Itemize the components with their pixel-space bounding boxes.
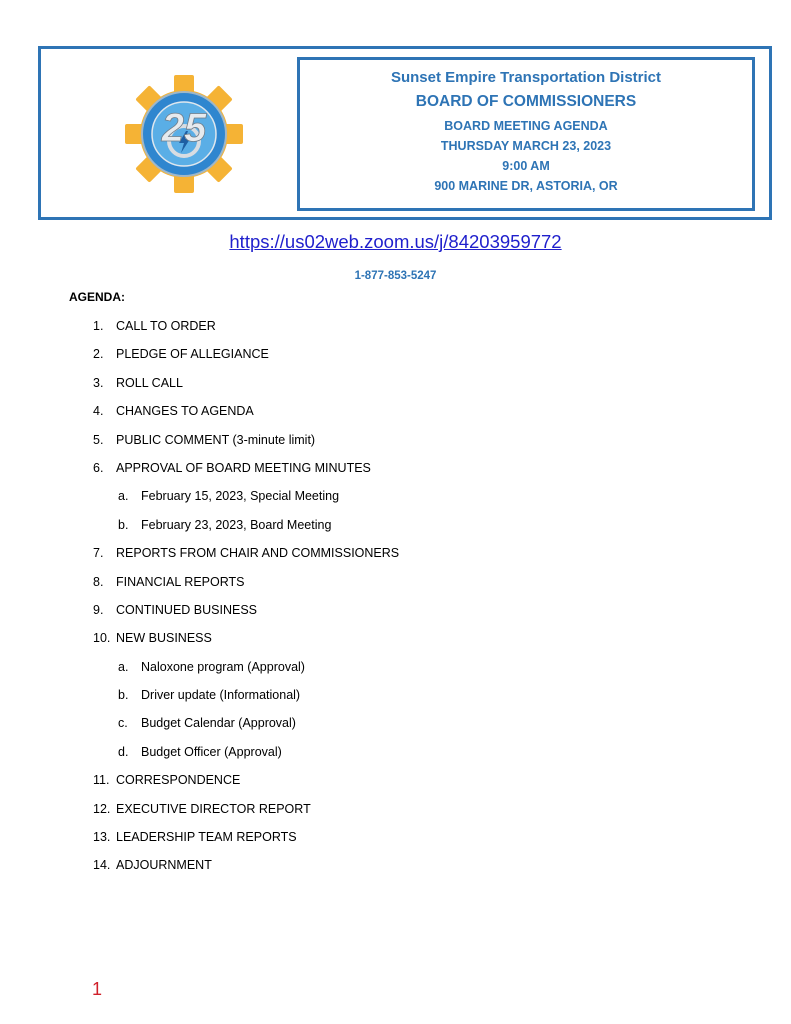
agenda-item — [0, 823, 791, 851]
agenda-item-number: 3. — [93, 375, 104, 390]
agenda-item-number: 4. — [93, 404, 104, 419]
agenda-subitem — [0, 511, 791, 539]
agenda-item-text: REPORTS FROM CHAIR AND COMMISSIONERS — [116, 546, 400, 561]
agenda-item-number: 7. — [93, 546, 104, 561]
agenda-item-text: Driver update (Informational) — [141, 688, 301, 703]
agenda-subitem — [0, 653, 791, 681]
agenda-item-number: 10. — [93, 631, 111, 646]
agenda-item-number: c. — [118, 716, 128, 731]
dial-in-phone: 1-877-853-5247 — [354, 270, 437, 282]
agenda-item — [0, 851, 791, 879]
agenda-item-text: FINANCIAL REPORTS — [116, 574, 245, 589]
agenda-item-text: February 23, 2023, Board Meeting — [141, 517, 332, 532]
agenda-item-number: 9. — [93, 602, 104, 617]
agenda-item-number: 12. — [93, 801, 111, 816]
agenda-item-text: PUBLIC COMMENT (3-minute limit) — [116, 432, 316, 447]
agenda-item-number: 8. — [93, 574, 104, 589]
agenda-item — [0, 426, 791, 454]
agenda-item-text: CHANGES TO AGENDA — [116, 404, 254, 419]
agenda-item-number: d. — [118, 744, 129, 759]
agenda-item-text: February 15, 2023, Special Meeting — [141, 489, 340, 504]
agenda-list — [0, 312, 791, 880]
agenda-item-text: APPROVAL OF BOARD MEETING MINUTES — [116, 460, 371, 475]
agenda-item — [0, 539, 791, 567]
agenda-item — [0, 397, 791, 425]
agenda-item — [0, 312, 791, 340]
agenda-item-text: CONTINUED BUSINESS — [116, 602, 257, 617]
agenda-item-number: 6. — [93, 460, 104, 475]
agenda-item-text: LEADERSHIP TEAM REPORTS — [116, 830, 297, 845]
organization-name: Sunset Empire Transportation District — [390, 69, 662, 86]
agenda-item-text: NEW BUSINESS — [116, 631, 212, 646]
agenda-item-number: 2. — [93, 347, 104, 362]
agenda-item — [0, 624, 791, 652]
agenda-item-text: ROLL CALL — [116, 375, 183, 390]
meeting-date: THURSDAY MARCH 23, 2023 — [440, 139, 612, 153]
agenda-item-number: 13. — [93, 830, 111, 845]
agenda-item-text: Naloxone program (Approval) — [141, 659, 305, 674]
header-box — [38, 46, 772, 220]
agenda-item-number: b. — [118, 517, 129, 532]
agenda-item — [0, 369, 791, 397]
agenda-item-text: PLEDGE OF ALLEGIANCE — [116, 347, 269, 362]
agenda-item-text: CORRESPONDENCE — [116, 773, 241, 788]
agenda-item-number: 5. — [93, 432, 104, 447]
agenda-item-text: ADJOURNMENT — [116, 858, 212, 873]
agenda-subitem — [0, 738, 791, 766]
agenda-item — [0, 795, 791, 823]
page-number: 1 — [92, 979, 103, 999]
title-box — [297, 57, 755, 211]
document-type: BOARD MEETING AGENDA — [444, 119, 608, 133]
agenda-item — [0, 340, 791, 368]
zoom-meeting-link[interactable]: https://us02web.zoom.us/j/84203959772 — [229, 231, 562, 252]
agenda-subitem — [0, 709, 791, 737]
agenda-item — [0, 766, 791, 794]
agenda-item-text: Budget Officer (Approval) — [141, 744, 282, 759]
agenda-subitem — [0, 681, 791, 709]
agenda-heading: AGENDA: — [69, 290, 125, 304]
agenda-item — [0, 568, 791, 596]
agenda-item-text: Budget Calendar (Approval) — [141, 716, 296, 731]
agenda-item-number: a. — [118, 659, 129, 674]
logo-text-overlay — [123, 73, 245, 195]
meeting-location: 900 MARINE DR, ASTORIA, OR — [434, 179, 618, 193]
meeting-time: 9:00 AM — [502, 159, 550, 173]
board-name: BOARD OF COMMISSIONERS — [415, 93, 637, 110]
agenda-item-number: 14. — [93, 858, 111, 873]
agenda-item-text: EXECUTIVE DIRECTOR REPORT — [116, 801, 311, 816]
agenda-item-number: 1. — [93, 319, 104, 333]
agenda-subitem — [0, 482, 791, 510]
logo-25-text: 25 — [161, 106, 207, 150]
agenda-item-number: a. — [118, 489, 129, 504]
agenda-item-number: b. — [118, 688, 129, 703]
agenda-item — [0, 596, 791, 624]
agenda-item-number: 11. — [93, 773, 110, 788]
agenda-item-text: CALL TO ORDER — [116, 319, 216, 333]
agenda-item — [0, 454, 791, 482]
